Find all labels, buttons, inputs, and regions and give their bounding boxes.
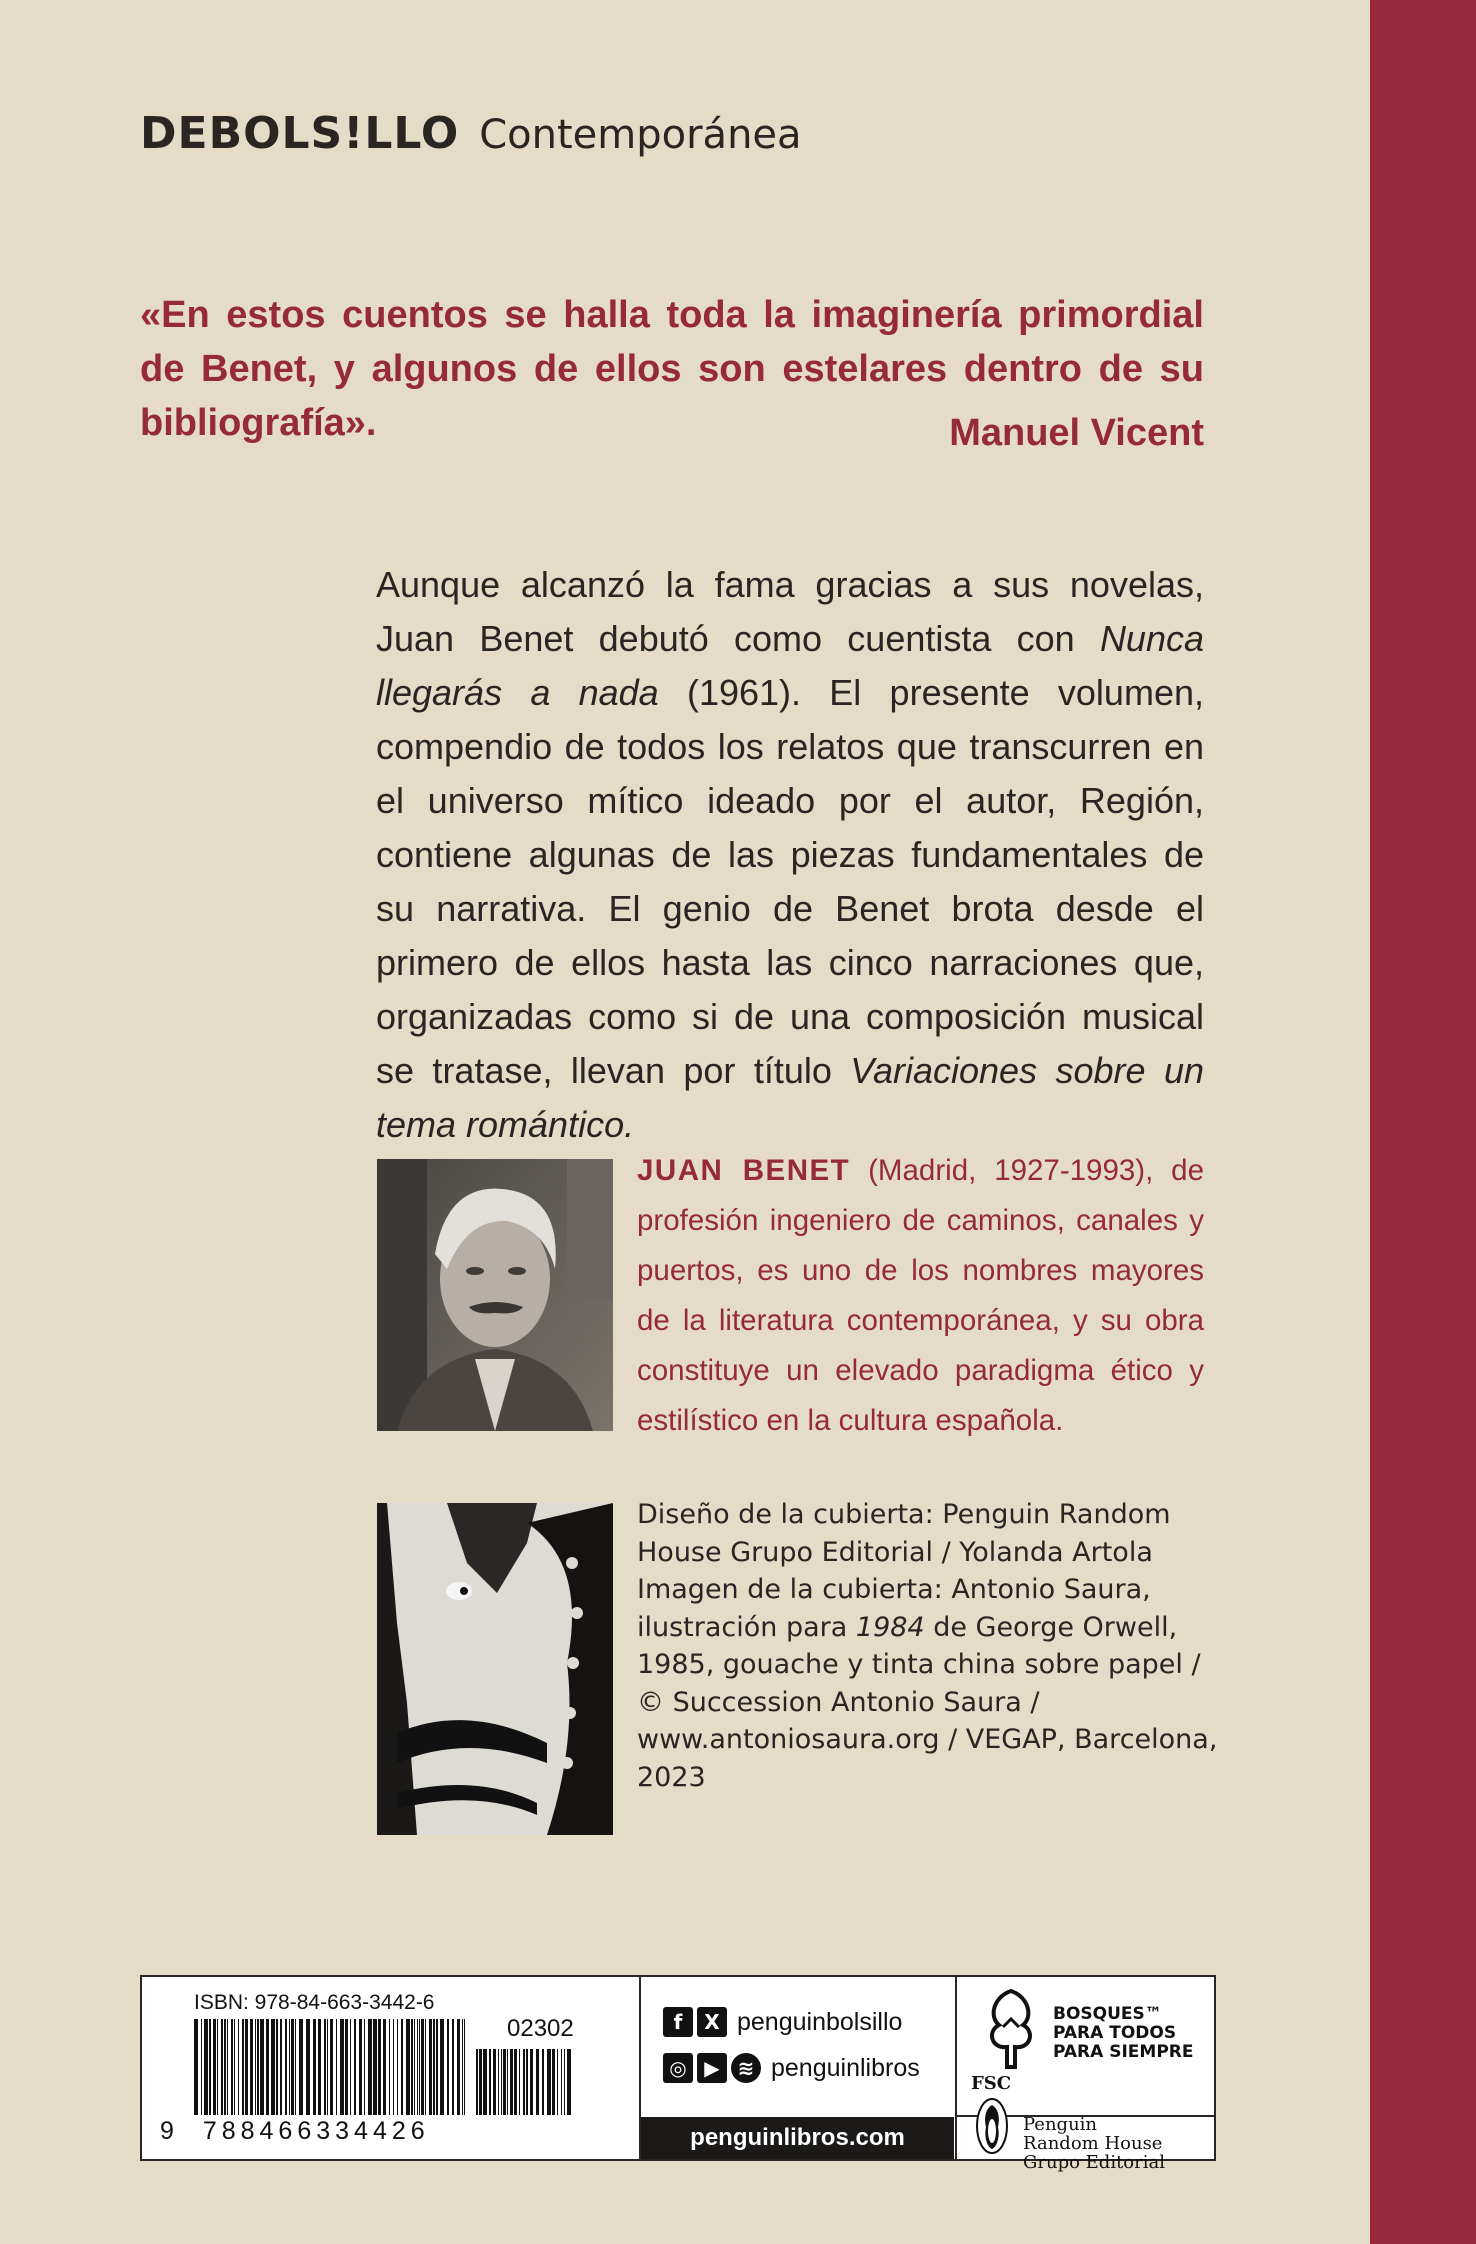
barcode-bar (561, 2049, 562, 2115)
barcode-bar (421, 2019, 424, 2115)
barcode-bar (447, 2019, 449, 2115)
book-spine (1370, 0, 1476, 2244)
barcode-bar (547, 2049, 551, 2115)
orwell-title: 1984 (855, 1611, 925, 1643)
barcode-bar (417, 2019, 418, 2115)
barcode-bar (224, 2019, 226, 2115)
barcode-bar (238, 2019, 239, 2115)
barcode-bar (295, 2019, 296, 2115)
barcode-bar (523, 2049, 525, 2115)
barcode-bar (401, 2019, 403, 2115)
collection-name: Contemporánea (479, 112, 802, 158)
barcode-bar (289, 2019, 290, 2115)
barcode-bar (330, 2019, 333, 2115)
social-media-section (641, 1977, 954, 2117)
author-portrait-icon (377, 1159, 613, 1431)
barcode-bar (306, 2019, 310, 2115)
barcode-bar (255, 2019, 256, 2115)
synopsis: Aunque alcanzó la fama gracias a sus novelas, Juan Benet debutó como cuentista con Nunca llegarás a nada (1961). El presente volumen, compendio de todos los relatos que transcurren en el universo mítico ideado por el autor, Región, contiene algunas de las piezas fundamentales de su narrativa. El genio de Benet brota desde el primero de ellos hasta las cinco narraciones que, organizadas como si de una composición musical se tratase, llevan por título Variaciones sobre un tema romántico. (376, 564, 1204, 1145)
barcode-bar (383, 2019, 386, 2115)
ean-barcode-icon (194, 2019, 474, 2115)
barcode-bar (318, 2019, 321, 2115)
barcode-bar (291, 2019, 294, 2115)
barcode-bar (340, 2019, 344, 2115)
back-cover-info-box (140, 1975, 1216, 2173)
penguin-logo-icon (975, 2097, 1009, 2155)
handle-penguinlibros[interactable]: penguinlibros (771, 2053, 920, 2082)
price-barcode-icon (476, 2049, 576, 2115)
facebook-icon[interactable]: f (663, 2007, 693, 2037)
barcode-bar (324, 2019, 326, 2115)
publisher-section (955, 2114, 1214, 2173)
barcode-bar (567, 2049, 571, 2115)
barcode-bar (194, 2019, 198, 2115)
handle-penguinbolsillo[interactable]: penguinbolsillo (737, 2007, 903, 2036)
barcode-bar (501, 2049, 502, 2115)
barcode-bar (542, 2049, 544, 2115)
barcode-bar (526, 2049, 528, 2115)
fsc-section (955, 1977, 1214, 2117)
barcode-bar (271, 2019, 275, 2115)
youtube-icon[interactable]: ▶ (697, 2053, 727, 2083)
barcode-bar (260, 2019, 264, 2115)
barcode-bar (231, 2019, 233, 2115)
barcode-bar (213, 2019, 216, 2115)
social-row-libros (663, 2053, 920, 2083)
fsc-tree-icon (981, 1987, 1041, 2071)
barcode-bar (411, 2019, 413, 2115)
barcode-bar (368, 2019, 372, 2115)
barcode-bar (498, 2049, 499, 2115)
barcode-bar (299, 2019, 303, 2115)
barcode-bar (462, 2019, 463, 2115)
barcode-bar (440, 2019, 444, 2115)
barcode-bar (433, 2019, 435, 2115)
barcode-bar (406, 2019, 410, 2115)
barcode-bar (354, 2019, 356, 2115)
barcode-bar (378, 2019, 381, 2115)
barcode-bar (457, 2019, 460, 2115)
barcode-bar (414, 2019, 415, 2115)
barcode-bar (234, 2019, 235, 2115)
barcode-bar (280, 2019, 282, 2115)
barcode-bar (250, 2019, 253, 2115)
barcode-bar (242, 2019, 244, 2115)
instagram-icon[interactable]: ◎ (663, 2053, 693, 2083)
barcode-bar (389, 2019, 390, 2115)
spotify-icon[interactable]: ≋ (731, 2053, 761, 2083)
barcode-bar (419, 2019, 420, 2115)
barcode-bar (373, 2019, 377, 2115)
barcode-bar (530, 2049, 533, 2115)
cover-art-thumbnail (377, 1503, 613, 1835)
barcode-bar (476, 2049, 478, 2115)
barcode-bar (313, 2019, 316, 2115)
debolsillo-logo: DEBOLS!LLO (140, 108, 460, 159)
cover-credits: Diseño de la cubierta: Penguin Random House Grupo Editorial / Yolanda Artola Imagen de la cubierta: Antonio Saura, ilustración para 1984 de George Orwell, 1985, gouache y tinta china sobre papel / © Succession Antonio Saura / www.antoniosaura.org / VEGAP, Barcelona, 2023 (637, 1499, 1218, 1793)
barcode-bar (204, 2019, 208, 2115)
publisher-brand (140, 108, 802, 168)
blurb-author: Manuel Vicent (949, 412, 1204, 454)
barcode-bar (359, 2019, 362, 2115)
isbn-label: ISBN: 978-84-663-3442-6 (194, 1991, 435, 2014)
cover-illustration-icon (377, 1503, 613, 1835)
barcode-bar (336, 2019, 337, 2115)
price-code: 02302 (507, 2015, 574, 2042)
barcode-bar (519, 2049, 520, 2115)
barcode-bar (285, 2019, 287, 2115)
blurb-quote: «En estos cuentos se halla toda la imaginería primordial de Benet, y algunos de ellos son estelares dentro de su bibliografía». (140, 294, 1204, 444)
barcode-bar (397, 2019, 398, 2115)
ean-digits: 9 788466334426 (160, 2117, 430, 2145)
barcode-bar (425, 2019, 426, 2115)
barcode-bar (221, 2019, 223, 2115)
barcode-bar (507, 2049, 508, 2115)
social-row-bolsillo (663, 2007, 902, 2037)
fsc-label: FSC (971, 2073, 1012, 2094)
barcode-bar (464, 2019, 465, 2115)
barcode-bar (503, 2049, 506, 2115)
barcode-bar (483, 2049, 487, 2115)
barcode-bar (510, 2049, 513, 2115)
barcode-bar (266, 2019, 269, 2115)
barcode-bar (564, 2049, 565, 2115)
barcode-bar (345, 2019, 348, 2115)
barcode-bar (429, 2019, 432, 2115)
prh-wordmark: Penguin Random House Grupo Editorial (1023, 2114, 1165, 2173)
author-photo (377, 1159, 613, 1431)
barcode-bar (257, 2019, 259, 2115)
barcode-bar (227, 2019, 228, 2115)
book-title-nunca: Nunca llegarás a nada (376, 618, 1204, 713)
design-credit: Diseño de la cubierta: Penguin Random House Grupo Editorial / Yolanda Artola (637, 1499, 1171, 1568)
barcode-bar (245, 2019, 248, 2115)
barcode-bar (489, 2049, 491, 2115)
barcode-bar (536, 2049, 539, 2115)
barcode-bar (436, 2019, 438, 2115)
author-name: JUAN BENET (637, 1154, 851, 1187)
barcode-bar (493, 2049, 496, 2115)
barcode-bar (393, 2019, 394, 2115)
barcode-bar (557, 2049, 558, 2115)
barcode-bar (209, 2019, 211, 2115)
barcode-bar (327, 2019, 328, 2115)
fsc-slogan: BOSQUES™ PARA TODOS PARA SIEMPRE (1053, 2004, 1194, 2062)
barcode-bar (452, 2019, 454, 2115)
barcode-bar (217, 2019, 218, 2115)
barcode-bar (276, 2019, 278, 2115)
barcode-bar (350, 2019, 351, 2115)
barcode-bar (479, 2049, 482, 2115)
x-icon[interactable]: X (697, 2007, 727, 2037)
website-link[interactable]: penguinlibros.com (641, 2117, 954, 2159)
barcode-bar (552, 2049, 555, 2115)
barcode-bar (201, 2019, 202, 2115)
barcode-bar (364, 2019, 365, 2115)
barcode-bar (514, 2049, 517, 2115)
isbn-barcode-section (142, 1977, 641, 2159)
book-title-variaciones: Variaciones sobre un tema romántico. (376, 1050, 1204, 1145)
author-bio: JUAN BENET (Madrid, 1927-1993), de profesión ingeniero de caminos, canales y puertos, es uno de los nombres mayores de la literatura contemporánea, y su obra constituye un elevado paradigma ético y estilístico en la cultura española. (637, 1154, 1204, 1437)
